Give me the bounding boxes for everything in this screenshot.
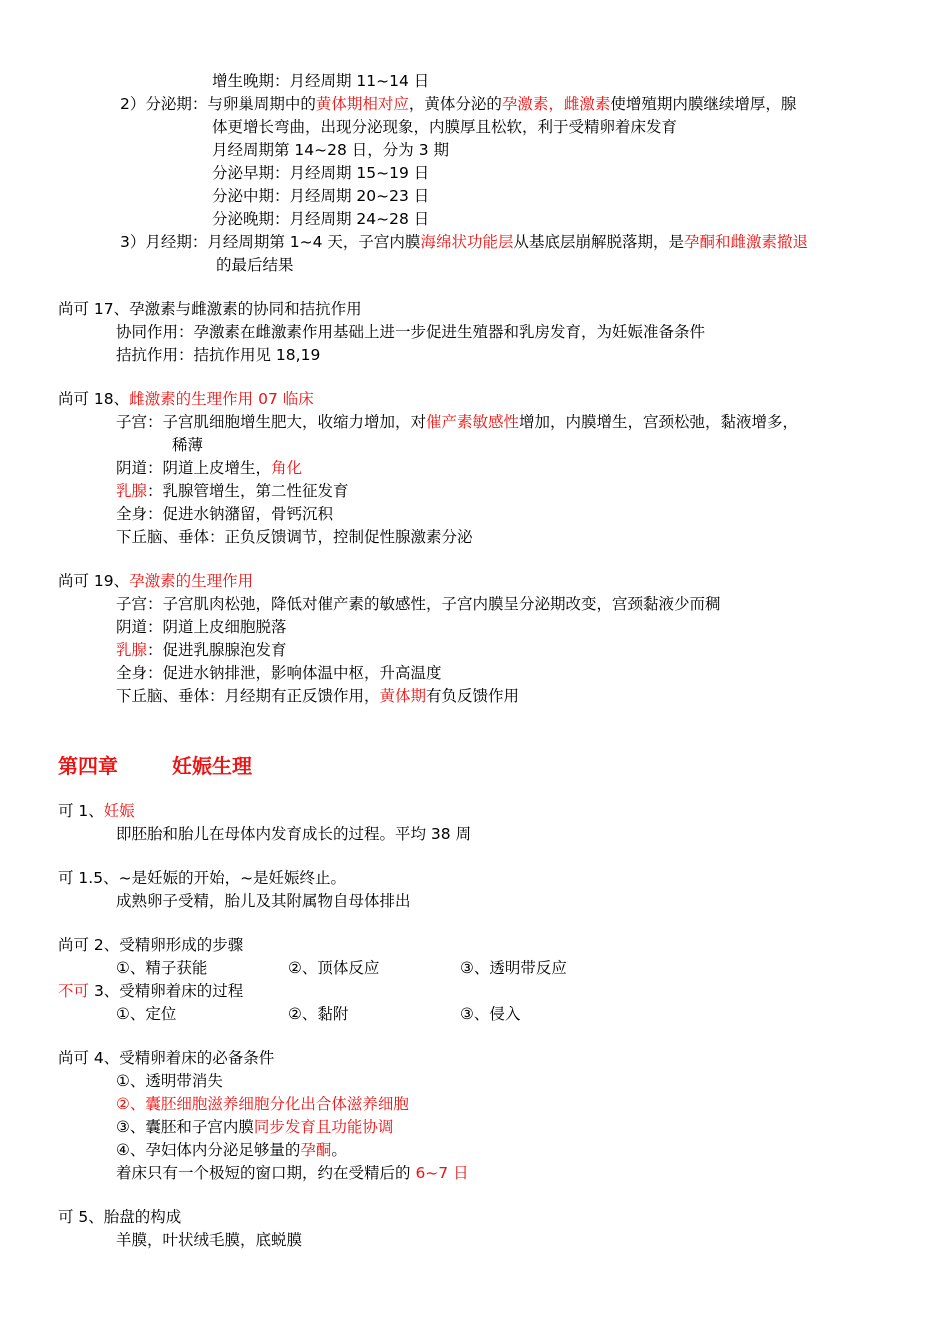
item2-step3: ③、透明带反应 [460,959,567,977]
item4-title: 尚可 4、受精卵着床的必备条件 [58,1049,275,1067]
q18-uterus: 子宫：子宫肌细胞增生肥大，收缩力增加，对催产素敏感性增加，内膜增生，宫颈松弛，黏液增多， [116,413,799,431]
q19-hypothalamus: 下丘脑、垂体：月经期有正反馈作用，黄体期有负反馈作用 [116,687,520,705]
item3-step1: ①、定位 [116,1005,177,1023]
item4-cond1: ①、透明带消失 [116,1072,223,1090]
q18-hypothalamus: 下丘脑、垂体：正负反馈调节，控制促性腺激素分泌 [116,528,473,546]
menstrual-phase-line: 3）月经期：月经周期第 1~4 天，子宫内膜海绵状功能层从基底层崩解脱落期，是孕酮和雌激素撤退 [120,233,808,251]
q19-vagina: 阴道：阴道上皮细胞脱落 [116,618,287,636]
chapter-name: 妊娠生理 [172,754,252,778]
item3-step2: ②、黏附 [288,1005,349,1023]
secretory-period-line: 月经周期第 14~28 日，分为 3 期 [212,141,450,159]
item15-title: 可 1.5、~是妊娠的开始，~是妊娠终止。 [58,869,347,887]
secretory-phase-line-2: 体更增长弯曲，出现分泌现象，内膜厚且松软，利于受精卵着床发育 [212,118,678,136]
q18-title: 尚可 18、雌激素的生理作用 07 临床 [58,390,314,408]
q19-systemic: 全身：促进水钠排泄，影响体温中枢，升高温度 [116,664,442,682]
item15-body: 成熟卵子受精，胎儿及其附属物自母体排出 [116,892,411,910]
item4-cond3: ③、囊胚和子宫内膜同步发育且功能协调 [116,1118,394,1136]
q18-vagina: 阴道：阴道上皮增生，角化 [116,459,303,477]
secretory-late-line: 分泌晚期：月经周期 24~28 日 [212,210,430,228]
q18-systemic: 全身：促进水钠潴留，骨钙沉积 [116,505,334,523]
q19-breast: 乳腺：促进乳腺腺泡发育 [116,641,287,659]
item5-body: 羊膜，叶状绒毛膜，底蜕膜 [116,1231,303,1249]
q17-synergy: 协同作用：孕激素在雌激素作用基础上进一步促进生殖器和乳房发育，为妊娠准备条件 [116,323,706,341]
q19-title: 尚可 19、孕激素的生理作用 [58,572,254,590]
proliferative-late-line: 增生晚期：月经周期 11~14 日 [212,72,430,90]
secretory-phase-line: 2）分泌期：与卵巢周期中的黄体期相对应，黄体分泌的孕激素，雌激素使增殖期内膜继续增厚，腺 [120,95,797,113]
item2-step2: ②、顶体反应 [288,959,380,977]
secretory-early-line: 分泌早期：月经周期 15~19 日 [212,164,430,182]
secretory-mid-line: 分泌中期：月经周期 20~23 日 [212,187,430,205]
chapter-heading [58,752,252,780]
item4-window: 着床只有一个极短的窗口期，约在受精后的 6~7 日 [116,1164,469,1182]
q18-breast: 乳腺：乳腺管增生，第二性征发育 [116,482,349,500]
q19-uterus: 子宫：子宫肌肉松弛，降低对催产素的敏感性，子宫内膜呈分泌期改变，宫颈黏液少而稠 [116,595,721,613]
item1-title: 可 1、妊娠 [58,802,135,820]
item5-title: 可 5、胎盘的构成 [58,1208,182,1226]
item1-body: 即胚胎和胎儿在母体内发育成长的过程。平均 38 周 [116,825,472,843]
item2-title: 尚可 2、受精卵形成的步骤 [58,936,244,954]
chapter-number: 第四章 [58,754,118,778]
q18-uterus-2: 稀薄 [172,436,204,454]
item2-step1: ①、精子获能 [116,959,208,977]
q17-antagonism: 拮抗作用：拮抗作用见 18,19 [116,346,321,364]
item4-cond4: ④、孕妇体内分泌足够量的孕酮。 [116,1141,347,1159]
item3-step3: ③、侵入 [460,1005,521,1023]
item3-title: 不可 3、受精卵着床的过程 [58,982,244,1000]
item4-cond2: ②、囊胚细胞滋养细胞分化出合体滋养细胞 [116,1095,409,1113]
q17-title: 尚可 17、孕激素与雌激素的协同和拮抗作用 [58,300,362,318]
menstrual-phase-line-2: 的最后结果 [216,256,294,274]
